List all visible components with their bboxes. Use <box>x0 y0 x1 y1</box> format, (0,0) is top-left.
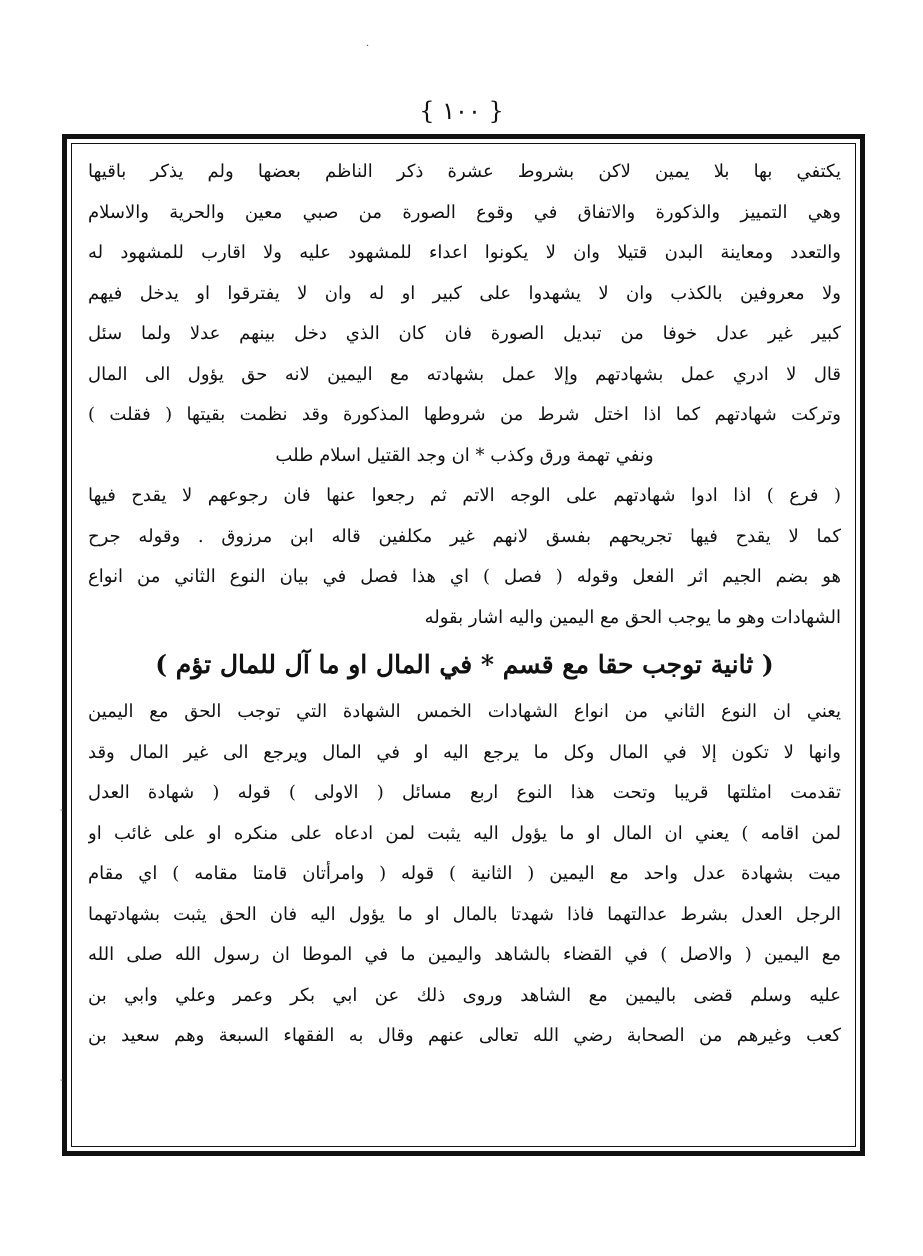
text-line: تقدمت امثلتها قريبا وتحت هذا النوع اربع مسائل ( الاولى ) قوله ( شهادة العدل <box>88 782 841 803</box>
text-line: ميت بشهادة عدل واحد مع اليمين ( الثانية ) قوله ( وامرأتان قامتا مقامه ) اي مقام <box>88 863 841 884</box>
text-line: قال لا ادري عمل بشهادتهم وإلا عمل بشهادته مع اليمين لانه حق يؤول الى المال <box>88 363 841 385</box>
text-line: وهي التمييز والذكورة والاتفاق في وقوع الصورة من صبي معين والحرية والاسلام <box>88 201 841 223</box>
text-line: ولا معروفين بالكذب وان لا يشهدوا على كبير او له وان لا يفترقوا او يدخل فيهم <box>88 282 841 304</box>
scan-speck: - <box>60 805 64 816</box>
text-line: هو بضم الجيم اثر الفعل وقوله ( فصل ) اي هذا فصل في بيان النوع الثاني من انواع <box>88 566 841 587</box>
text-line: وانها لا تكون إلا في المال وكل ما يرجع اليه او في المال ويرجع الى غير المال وقد <box>88 741 841 763</box>
text-line: لمن اقامه ) يعني ان المال او ما يؤول اليه يثبت لمن ادعاه على منكره او على غائب او <box>88 822 841 844</box>
text-line: والتعدد ومعاينة البدن قتيلا وان لا يكونوا اعداء للمشهود عليه ولا اقارب للمشهود له <box>88 242 841 263</box>
text-line: ( فرع ) اذا ادوا شهادتهم على الوجه الاتم ثم رجعوا عنها فان رجوعهم لا يقدح فيها <box>88 485 841 506</box>
text-line: عليه وسلم قضى باليمين مع الشاهد وروى ذلك عن ابي بكر وعمر وعلي وابي بن <box>88 984 841 1006</box>
page-number: { ١٠٠ } <box>419 97 504 125</box>
verse-line: ونفي تهمة ورق وكذب * ان وجد القتيل اسلام طلب <box>275 444 654 466</box>
text-line: وتركت شهادتهم كما اذا اختل شرط من شروطها المذكورة وقد نظمت بقيتها ( فقلت ) <box>88 404 841 425</box>
scan-speck: · <box>366 41 370 52</box>
text-line: يعني ان النوع الثاني من انواع الشهادات الخمس الشهادة التي توجب الحق مع اليمين <box>88 701 841 722</box>
text-line: الشهادات وهو ما يوجب الحق مع اليمين واليه اشار بقوله <box>424 606 841 628</box>
document-body <box>88 152 841 1142</box>
verse-heading: ( ثانية توجب حقا مع قسم * في المال او ما آل للمال تؤم ) <box>155 650 774 679</box>
scan-speck: - <box>60 1075 64 1086</box>
text-line: مع اليمين ( والاصل ) في القضاء بالشاهد واليمين ما في الموطا ان رسول الله صلى الله <box>88 944 841 965</box>
text-line: كعب وغيرهم من الصحابة رضي الله تعالى عنهم وقال به الفقهاء السبعة وهم سعيد بن <box>88 1025 841 1046</box>
text-line: يكتفي بها بلا يمين لاكن بشروط عشرة ذكر الناظم بعضها ولم يذكر باقيها <box>88 161 841 182</box>
text-line: كما لا يقدح فيها تجريحهم بفسق لانهم غير مكلفين قاله ابن مرزوق . وقوله جرح <box>88 525 841 547</box>
text-line: كبير غير عدل خوفا من تبديل الصورة فان كان الذي دخل بينهم عدلا ولما سئل <box>88 323 841 344</box>
text-line: الرجل العدل بشرط عدالتهما فاذا شهدتا بالمال او ما يؤول اليه فان الحق يثبت بشهادتهما <box>88 903 841 925</box>
